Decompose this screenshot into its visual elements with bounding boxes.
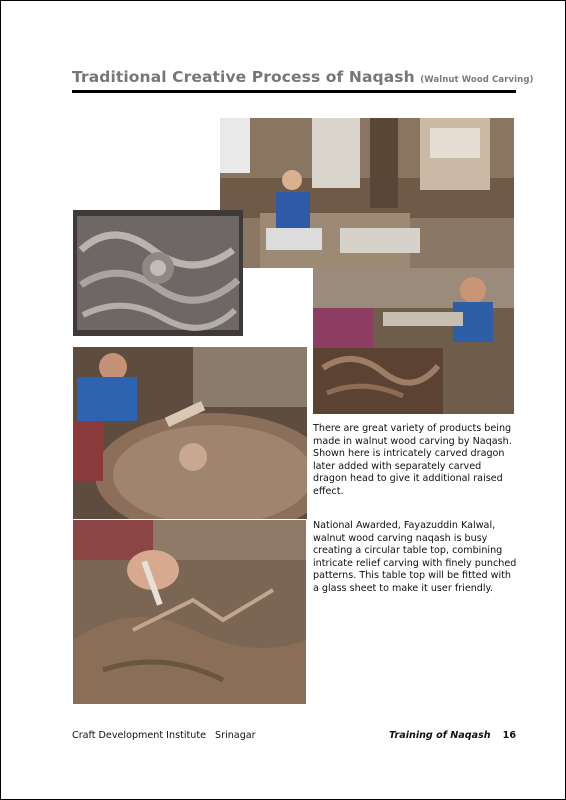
hand-carving-closeup-photo [73, 520, 306, 704]
title-rule [72, 90, 516, 93]
description-paragraph-1: There are great variety of products being made in walnut wood carving by Naqash. Shown here is intricately carved dragon later added with separately carved dragon head to give it additional raised effect. [313, 423, 512, 497]
workshop-photo [220, 118, 514, 268]
title-subtitle: (Walnut Wood Carving) [420, 75, 534, 85]
description-paragraph-2: National Awarded, Fayazuddin Kalwal, walnut wood carving naqash is busy creating a circular table top, combining intricate relief carving with finely punched patterns. This table top will be fitted with a glass sheet to make it user friendly. [313, 520, 517, 594]
footer-city: Srinagar [215, 730, 256, 741]
artisan-carving-photo [313, 268, 514, 414]
footer-left [72, 730, 256, 741]
footer-publication: Training of Naqash [389, 730, 491, 741]
page-number: 16 [502, 730, 516, 741]
page-title [72, 68, 534, 86]
table-top-carving-photo [73, 347, 307, 519]
footer-institute: Craft Development Institute [72, 730, 207, 741]
title-main: Traditional Creative Process of Naqash [72, 68, 415, 86]
dragon-panel-photo [73, 210, 243, 336]
footer-right [389, 730, 516, 741]
